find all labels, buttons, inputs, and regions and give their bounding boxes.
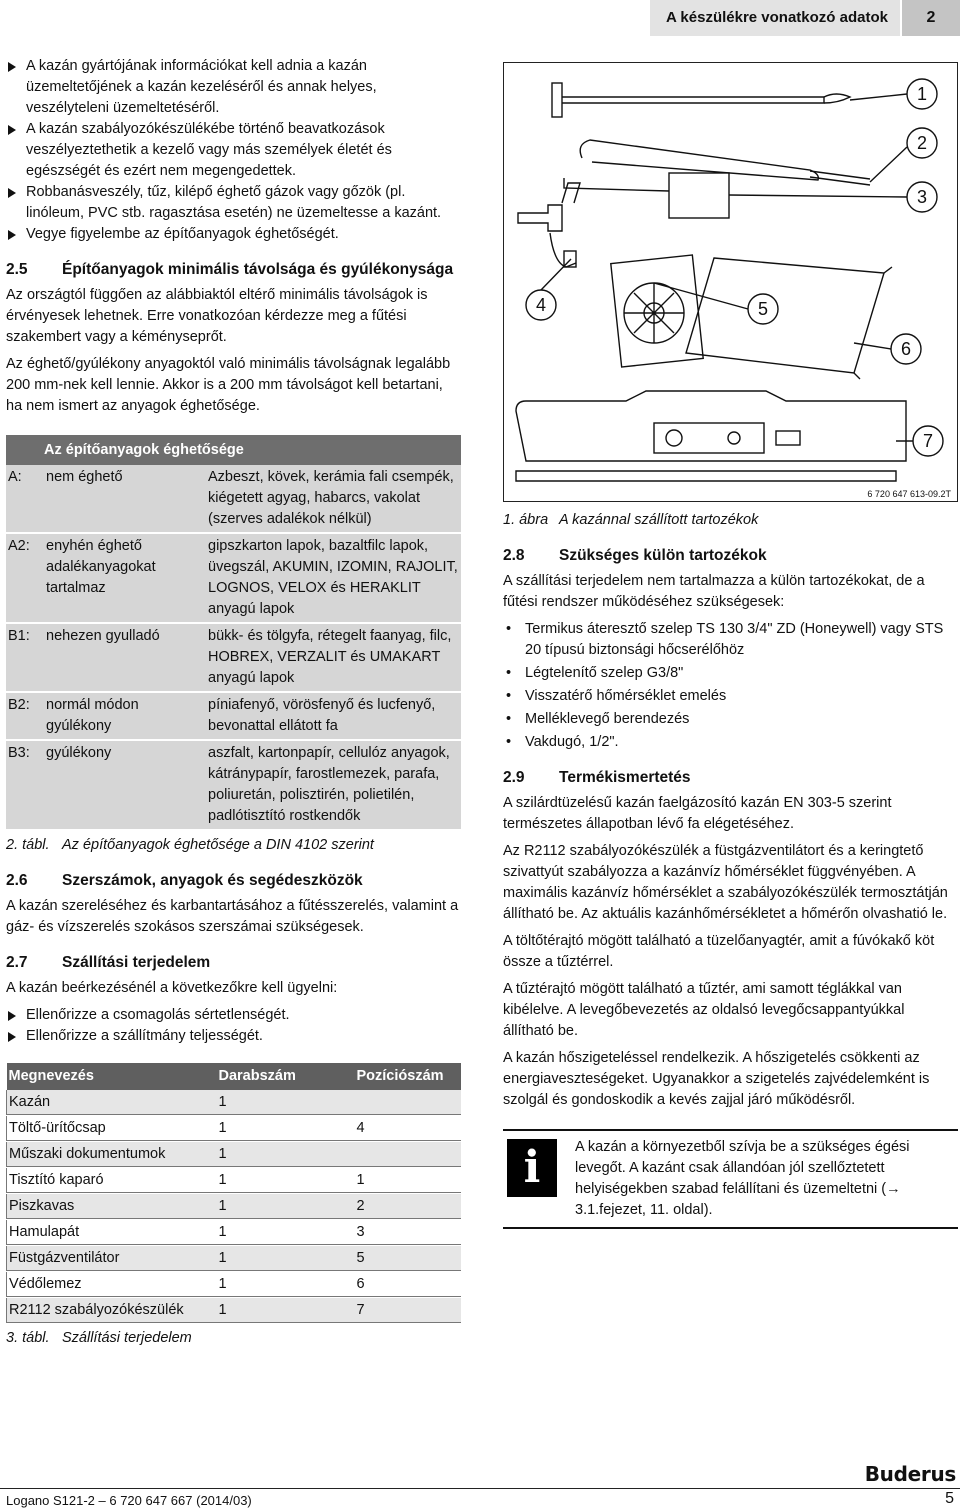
item-qty: 1	[217, 1194, 355, 1220]
paragraph: A szilárdtüzelésű kazán faelgázosító kazán EN 303-5 szerint természetes állapotban lévő fa elégetéséhez.	[503, 795, 892, 832]
table-row	[7, 1298, 462, 1324]
list-text: Légtelenítő szelep G3/8"	[525, 665, 684, 681]
figure-code: 6 720 647 613-09.2T	[867, 489, 951, 499]
item-pos: 2	[355, 1194, 462, 1220]
item-name: Piszkavas	[7, 1194, 217, 1220]
scraper-blade	[552, 83, 562, 117]
item-pos: 4	[355, 1116, 462, 1142]
left-column	[6, 56, 461, 1359]
item-name: Műszaki dokumentumok	[7, 1142, 217, 1168]
accessories-figure	[503, 62, 958, 502]
table-row	[6, 740, 461, 830]
arrow-bullet-icon	[8, 188, 16, 198]
section-heading-2-9	[503, 767, 958, 789]
list-item	[503, 619, 958, 661]
item-pos	[355, 1142, 462, 1168]
scraper-grip	[824, 94, 850, 103]
check-text: Ellenőrizze a csomagolás sértetlenségét.	[26, 1007, 290, 1023]
warning-text: Vegye figyelembe az építőanyagok éghetőségét.	[26, 226, 339, 242]
list-item	[503, 663, 958, 684]
list-text: Termikus áteresztő szelep TS 130 3/4" ZD (Honeywell) vagy STS 20 típusú biztonsági hőcserélőhöz	[525, 621, 944, 658]
section-number: 2.9	[503, 769, 525, 786]
controller-thermometer	[728, 432, 740, 444]
section-title: Építőanyagok minimális távolsága és gyúlékonysága	[62, 261, 454, 278]
item-qty: 1	[217, 1246, 355, 1272]
table-row	[6, 465, 461, 533]
class-code: B1:	[6, 623, 44, 692]
table-row	[7, 1090, 462, 1116]
brand-logo: Buderus	[864, 1462, 956, 1486]
class-code: B3:	[6, 740, 44, 830]
arrow-bullet-icon	[8, 1011, 16, 1021]
class-code: A2:	[6, 533, 44, 623]
item-name: R2112 szabályozókészülék	[7, 1298, 217, 1324]
section-number: 2.5	[6, 261, 28, 278]
paragraph: A kazán beérkezésénél a következőkre kell ügyelni:	[6, 980, 338, 996]
section-number: 2.8	[503, 547, 525, 564]
tap-body	[518, 205, 562, 231]
label-7: 7	[922, 431, 934, 451]
item-name: Védőlemez	[7, 1272, 217, 1298]
class-name: normál módon gyúlékony	[44, 692, 206, 740]
table-row	[7, 1194, 462, 1220]
table-row	[6, 692, 461, 740]
table-row	[6, 533, 461, 623]
table-caption	[6, 1328, 461, 1349]
item-pos: 5	[355, 1246, 462, 1272]
section-heading-2-5	[6, 259, 461, 281]
poker-tip	[810, 171, 870, 185]
label-3: 3	[916, 187, 928, 207]
materials-table-header: Az építőanyagok éghetősége	[6, 435, 461, 465]
info-icon: i	[507, 1139, 557, 1197]
class-examples: gipszkarton lapok, bazaltfilc lapok, üvegszál, AKUMIN, IZOMIN, RAJOLIT, LOGNOS, VELOX és HERAKLIT anyagú lapok	[206, 533, 461, 623]
class-name: nehezen gyulladó	[44, 623, 206, 692]
class-examples: Azbeszt, kövek, kerámia fali csempék, kiégetett agyag, habarcs, vakolat (szerves adalékok nélkül)	[206, 465, 461, 533]
materials-table	[6, 435, 461, 831]
list-text: Visszatérő hőmérséklet emelés	[525, 688, 727, 704]
arrow-bullet-icon	[8, 125, 16, 135]
poker-rod	[580, 140, 818, 180]
section-heading-2-7	[6, 952, 461, 974]
paragraph: Az éghető/gyúlékony anyagoktól való minimális távolságnak legalább 200 mm-nek kell lennie. Akkor is a 200 mm távolságot kell betartani, ha nem ismert az anyagok éghetősége.	[6, 356, 451, 414]
label-4: 4	[535, 295, 547, 315]
info-text: A kazán a környezetből szívja be a szükséges égési levegőt. A kazánt csak állandóan jól szellőztetett helyiségekben szabad felállítani és üzemeltetni (→ 3.1.fejezet, 11. oldal).	[575, 1139, 910, 1218]
label-5: 5	[757, 299, 769, 319]
table-row	[7, 1272, 462, 1298]
class-name: enyhén éghető adalékanyagokat tartalmaz	[44, 533, 206, 623]
class-examples: aszfalt, kartonpapír, cellulóz anyagok, kátránypapír, farostlemezek, parafa, poliuretán, polisztirén, polietilén, padlótisztító rostkendők	[206, 740, 461, 830]
sheet-plate	[686, 258, 884, 373]
section-heading-2-6	[6, 870, 461, 892]
item-qty: 1	[217, 1090, 355, 1116]
caption-label: 3. tábl.	[6, 1330, 50, 1346]
warning-text: A kazán szabályozókészülékébe történő beavatkozások veszélyeztethetik a kezelő vagy más személyek életét és egészségét és ezért nem megengedettek.	[26, 121, 392, 179]
paragraph: A szállítási terjedelem nem tartalmazza a külön tartozékokat, de a fűtési rendszer működéséhez szükségesek:	[503, 573, 925, 610]
section-title: Szerszámok, anyagok és segédeszközök	[62, 872, 363, 889]
bullet-icon: •	[506, 734, 512, 750]
item-qty: 1	[217, 1272, 355, 1298]
caption-text: Az építőanyagok éghetősége a DIN 4102 szerint	[62, 837, 374, 853]
table-row	[7, 1116, 462, 1142]
leader-lines	[541, 94, 913, 441]
label-2: 2	[916, 133, 928, 153]
table-row	[6, 623, 461, 692]
controller-base	[516, 471, 896, 481]
check-item	[6, 1026, 461, 1047]
chapter-title: A készülékre vonatkozó adatok	[650, 0, 900, 36]
footer-divider	[0, 1488, 960, 1489]
scraper-handle	[562, 97, 824, 103]
item-qty: 1	[217, 1220, 355, 1246]
list-text: Vakdugó, 1/2".	[525, 734, 619, 750]
controller-knob	[666, 430, 682, 446]
bullet-icon: •	[506, 688, 512, 704]
table-row	[7, 1168, 462, 1194]
section-number: 2.7	[6, 954, 28, 971]
controller-switch	[776, 431, 800, 445]
page-number: 5	[945, 1490, 954, 1507]
paragraph: Az R2112 szabályozókészülék a füstgázventilátort és a keringtető szivattyút szabályozza a kazánvíz hőmérséklet függvényében. A maximális kazánvíz hőmérséklet a szabályozókészülék termosztátján állítható be. Az aktuális kazánhőmérsékletet a hőmérőn olvashatió le.	[503, 843, 948, 922]
label-6: 6	[900, 339, 912, 359]
item-qty: 1	[217, 1298, 355, 1324]
class-code: B2:	[6, 692, 44, 740]
item-name: Füstgázventilátor	[7, 1246, 217, 1272]
paragraph: A töltőtérajtó mögött található a tüzelőanyagtér, amit a fúvókakő köt össze a tűztérrel.	[503, 933, 935, 970]
class-examples: píniafenyő, vörösfenyő és lucfenyő, bevonattal ellátott fa	[206, 692, 461, 740]
tap-handle	[562, 183, 580, 203]
sheet-flange	[854, 267, 892, 379]
warning-text: A kazán gyártójának információkat kell adnia a kazán üzemeltetőjének a kazán kezeléséről és annak helyes, veszélyteleni üzemeltetéséről.	[26, 58, 377, 116]
table-row	[7, 1142, 462, 1168]
info-note	[503, 1129, 958, 1229]
caption-text: Szállítási terjedelem	[62, 1330, 192, 1346]
arrow-bullet-icon	[8, 1032, 16, 1042]
section-title: Szállítási terjedelem	[62, 954, 211, 971]
class-code: A:	[6, 465, 44, 533]
paragraph: A tűztérajtó mögött található a tűztér, ami samott téglákkal van kibélelve. A levegőbevezetés az oldalsó levegőcsappantyúkkal állítható be.	[503, 981, 905, 1039]
column-header: Darabszám	[217, 1063, 355, 1090]
warning-item	[6, 224, 461, 245]
list-item	[503, 709, 958, 730]
table-row	[7, 1246, 462, 1272]
item-qty: 1	[217, 1142, 355, 1168]
chapter-number: 2	[902, 0, 960, 36]
warning-item	[6, 56, 461, 119]
page-header	[0, 0, 960, 36]
caption-label: 2. tábl.	[6, 837, 50, 853]
warning-text: Robbanásveszély, tűz, kilépő éghető gázok vagy gőzök (pl. linóleum, PVC stb. ragasztása esetén) ne üzemeltesse a kazánt.	[26, 184, 442, 221]
paragraph: A kazán hőszigeteléssel rendelkezik. A hőszigetelés csökkenti az energiaveszteségeket. Ugyanakkor a szigetelés zajvédelemként is szolgál és gondoskodik a kevés zajjal járó működésről.	[503, 1050, 930, 1108]
item-name: Tisztító kaparó	[7, 1168, 217, 1194]
column-header: Megnevezés	[7, 1063, 217, 1090]
arrow-bullet-icon	[8, 62, 16, 72]
tap-hose	[550, 233, 576, 267]
paragraph: Az országtól függően az alábbiaktól eltérő minimális távolságok is érvényesek lehetnek. Erre vonatkozóan kérdezze meg a fűtési szakembert vagy a kéményseprőt.	[6, 287, 428, 345]
item-pos: 6	[355, 1272, 462, 1298]
item-qty: 1	[217, 1168, 355, 1194]
section-title: Termékismertetés	[559, 769, 691, 786]
column-header: Pozíciószám	[355, 1063, 462, 1090]
list-item	[503, 732, 958, 753]
controller-panel	[654, 423, 764, 453]
delivery-table	[6, 1063, 461, 1324]
class-examples: bükk- és tölgyfa, rétegelt faanyag, filc, HOBREX, VERZALIT és UMAKART anyagú lapok	[206, 623, 461, 692]
section-title: Szükséges külön tartozékok	[559, 547, 767, 564]
paragraph: A kazán szereléséhez és karbantartásához a fűtésszerelés, valamint a gáz- és vízszerelés szokásos szerszámai szükségesek.	[6, 898, 459, 935]
controller-body	[516, 391, 906, 461]
warning-item	[6, 182, 461, 224]
item-pos	[355, 1090, 462, 1116]
label-1: 1	[916, 84, 928, 104]
item-name: Töltő-ürítőcsap	[7, 1116, 217, 1142]
caption-label: 1. ábra	[503, 512, 549, 528]
shovel-blade	[669, 173, 729, 218]
item-pos: 1	[355, 1168, 462, 1194]
check-text: Ellenőrizze a szállítmány teljességét.	[26, 1028, 263, 1044]
item-qty: 1	[217, 1116, 355, 1142]
bullet-icon: •	[506, 665, 512, 681]
class-name: nem éghető	[44, 465, 206, 533]
bullet-icon: •	[506, 711, 512, 727]
arrow-bullet-icon	[8, 230, 16, 240]
item-name: Hamulapát	[7, 1220, 217, 1246]
item-name: Kazán	[7, 1090, 217, 1116]
item-pos: 3	[355, 1220, 462, 1246]
bullet-icon: •	[506, 621, 512, 637]
figure-caption	[503, 510, 958, 531]
section-heading-2-8	[503, 545, 958, 567]
warning-item	[6, 119, 461, 182]
right-column	[503, 62, 958, 1229]
class-name: gyúlékony	[44, 740, 206, 830]
list-item	[503, 686, 958, 707]
section-number: 2.6	[6, 872, 28, 889]
list-text: Melléklevegő berendezés	[525, 711, 690, 727]
accessories-drawing	[504, 63, 957, 501]
check-item	[6, 1005, 461, 1026]
footer-doc-id: Logano S121-2 – 6 720 647 667 (2014/03)	[6, 1493, 252, 1508]
table-row	[7, 1220, 462, 1246]
table-caption	[6, 835, 461, 856]
item-pos: 7	[355, 1298, 462, 1324]
caption-text: A kazánnal szállított tartozékok	[559, 512, 759, 528]
